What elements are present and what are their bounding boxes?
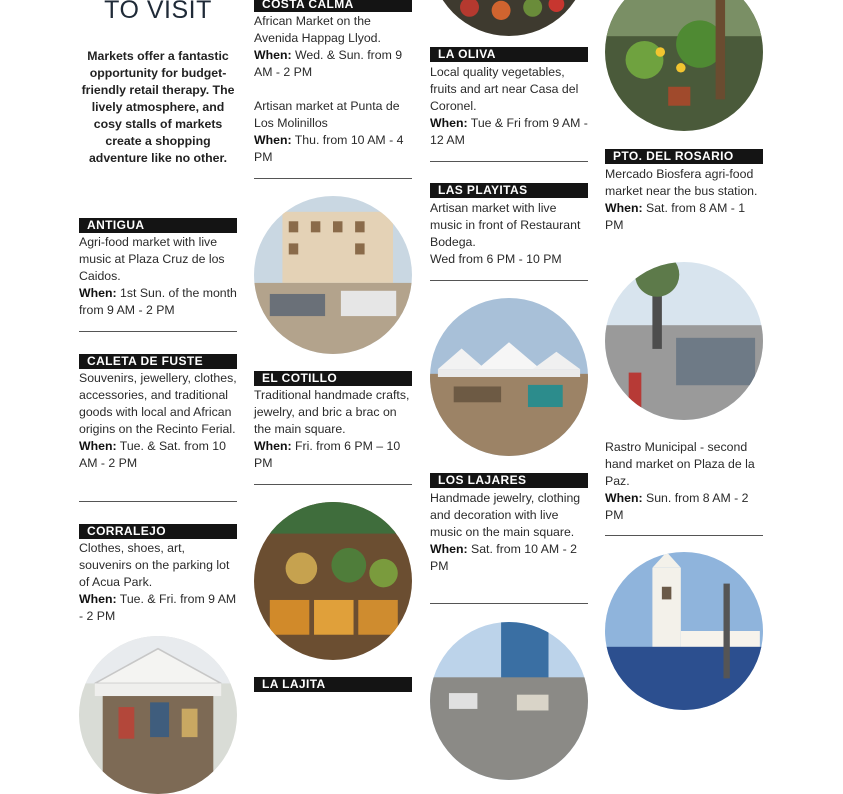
market-tent-photo [79,636,237,794]
market-entry-caleta [79,370,239,472]
rastro-market-photo [605,262,763,420]
market-entry-rastro [605,439,765,524]
market-entry-las-playitas [430,200,590,268]
market-desc: Mercado Biosfera agri-food market near the bus station. [605,167,758,198]
market-when: Sat. from 8 AM - 1 PM [605,201,746,232]
market-desc: Handmade jewelry, clothing and decoration with live music on the main square. [430,491,581,539]
when-label: When: [254,133,292,147]
when-label: When: [430,542,468,556]
market-when: Sun. from 8 AM - 2 PM [605,491,749,522]
market-desc: Clothes, shoes, art, souvenirs on the parking lot of Acua Park. [79,541,230,589]
market-when: Tue. & Sat. from 10 AM - 2 PM [79,439,226,470]
market-heading-el-cotillo: EL COTILLO [254,371,412,386]
market-desc: Rastro Municipal - second hand market on Plaza de la Paz. [605,440,755,488]
divider [254,178,412,179]
when-label: When: [605,201,643,215]
market-heading-antigua: ANTIGUA [79,218,237,233]
divider [605,535,763,536]
market-desc: Artisan market at Punta de Los Molinillos [254,99,400,130]
market-entry-los-lajares [430,490,590,575]
market-desc: Local quality vegetables, fruits and art near Casa del Coronel. [430,65,579,113]
market-when: Tue. & Fri. from 9 AM - 2 PM [79,592,237,623]
market-when: Sat. from 10 AM - 2 PM [430,542,577,573]
market-when: 1st Sun. of the month from 9 AM - 2 PM [79,286,237,317]
market-entry-el-cotillo [254,387,414,472]
when-label: When: [254,48,292,62]
when-label: When: [430,116,468,130]
when-label: When: [254,439,292,453]
market-entry-costa-calma-2 [254,98,414,166]
produce-photo [254,502,412,660]
divider [430,280,588,281]
plants-photo [605,0,763,131]
intro-text: Markets offer a fantastic opportunity for budget-friendly retail therapy. The lively atmosphere, and cosy stalls of markets create a shopping adventure like no other. [81,49,235,165]
divider [430,161,588,162]
market-when: Tue & Fri from 9 AM - 12 AM [430,116,588,147]
divider [79,501,237,502]
market-when: Wed from 6 PM - 10 PM [430,252,562,266]
market-desc: Artisan market with live music in front of Restaurant Bodega. [430,201,581,249]
parking-market-photo [430,622,588,780]
market-heading-costa-calma: COSTA CALMA [254,0,412,12]
when-label: When: [605,491,643,505]
market-heading-la-lajita: LA LAJITA [254,677,412,692]
divider [254,484,412,485]
market-entry-la-oliva [430,64,590,149]
market-when: Fri. from 6 PM – 10 PM [254,439,401,470]
market-stalls-photo [430,298,588,456]
market-heading-los-lajares: LOS LAJARES [430,473,588,488]
fruit-stall-photo [430,0,588,36]
market-desc: Agri-food market with live music at Plaza Cruz de los Caidos. [79,235,225,283]
market-entry-pto-rosario [605,166,765,234]
town-market-photo [254,196,412,354]
when-label: When: [79,439,117,453]
market-desc: Souvenirs, jewellery, clothes, accessories, and traditional goods with local and African origins on the Recinto Ferial. [79,371,237,436]
church-market-photo [605,552,763,710]
market-heading-las-playitas: LAS PLAYITAS [430,183,588,198]
market-heading-corralejo: CORRALEJO [79,524,237,539]
market-heading-pto-rosario: PTO. DEL ROSARIO [605,149,763,164]
market-when: Thu. from 10 AM - 4 PM [254,133,404,164]
market-when: Wed. & Sun. from 9 AM - 2 PM [254,48,403,79]
page-title: TO VISIT [104,0,212,24]
market-entry-corralejo [79,540,239,625]
market-desc: African Market on the Avenida Happag Llyod. [254,14,381,45]
market-entry-costa-calma [254,13,414,81]
when-label: When: [79,286,117,300]
divider [430,603,588,604]
market-heading-la-oliva: LA OLIVA [430,47,588,62]
market-entry-antigua [79,234,239,319]
divider [79,331,237,332]
when-label: When: [79,592,117,606]
market-heading-caleta: CALETA DE FUSTE [79,354,237,369]
market-desc: Traditional handmade crafts, jewelry, and bric a brac on the main square. [254,388,410,436]
